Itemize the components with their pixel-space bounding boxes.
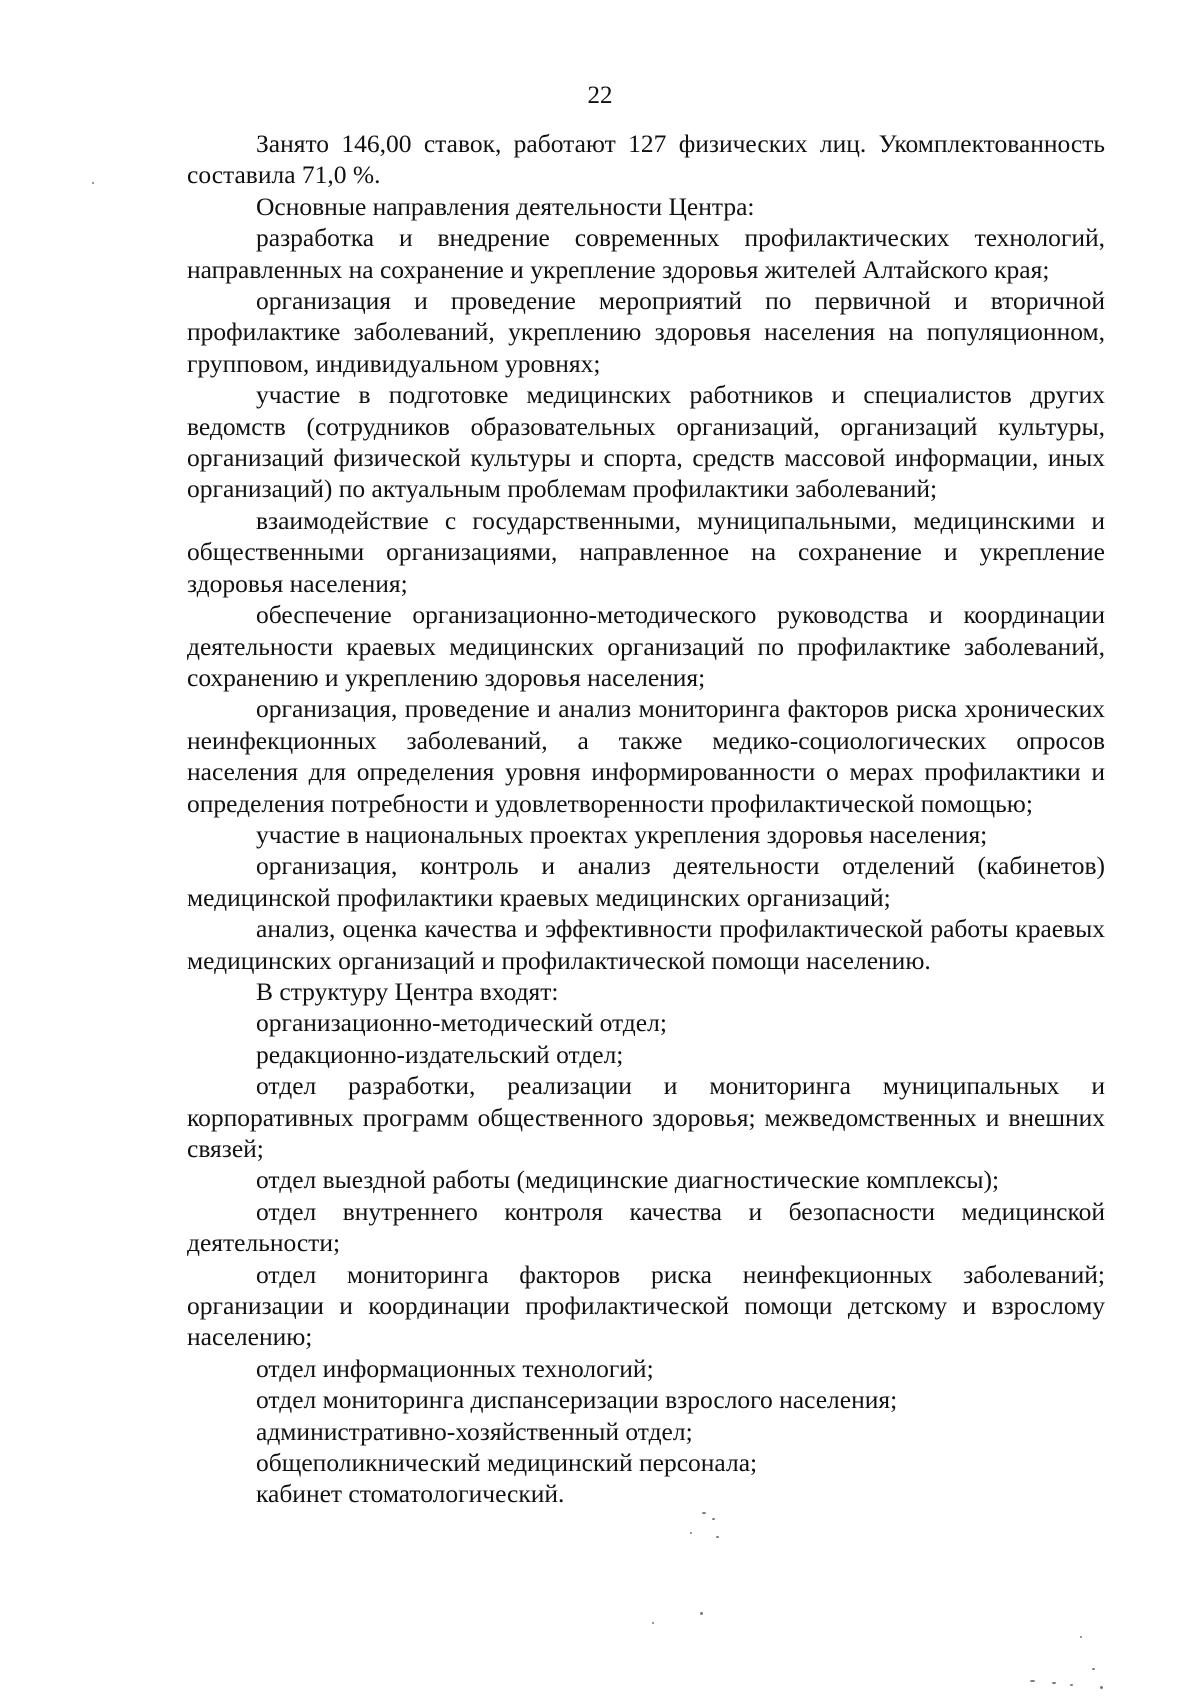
scan-speck bbox=[690, 1532, 692, 1534]
structure-unit: отдел информационных технологий; bbox=[256, 1353, 654, 1383]
scan-speck bbox=[1080, 1636, 1082, 1638]
scan-speck bbox=[702, 1512, 706, 1514]
structure-unit: отдел мониторинга диспансеризации взрослого населения; bbox=[256, 1385, 898, 1415]
scan-speck bbox=[1070, 1684, 1073, 1686]
staffing-paragraph: Занято 146,00 ставок, работают 127 физических лиц. Укомплектованность составила 71,0 %. bbox=[187, 129, 1105, 190]
directions-heading: Основные направления деятельности Центра: bbox=[256, 191, 755, 221]
direction-item: анализ, оценка качества и эффективности профилактической работы краевых медицинских организаций и профилактической помощи населению. bbox=[187, 914, 1105, 975]
structure-unit: отдел выездной работы (медицинские диагностические комплексы); bbox=[256, 1165, 1000, 1195]
scan-speck bbox=[92, 182, 94, 184]
scan-speck bbox=[1092, 1668, 1095, 1670]
page-number: 22 bbox=[587, 82, 613, 109]
scan-speck bbox=[652, 1622, 654, 1624]
structure-unit: кабинет стоматологический. bbox=[256, 1479, 565, 1509]
direction-item: разработка и внедрение современных профилактических технологий, направленных на сохранение и укрепление здоровья жителей Алтайского края; bbox=[187, 223, 1105, 284]
structure-unit: отдел мониторинга факторов риска неинфекционных заболеваний; организации и координации профилактической помощи детскому и взрослому населению; bbox=[187, 1259, 1105, 1352]
direction-item: организация, проведение и анализ мониторинга факторов риска хронических неинфекционных заболеваний, а также медико-социологических опросов населения для определения уровня информированности о мерах профилактики и определения потребности и удовлетворенности профилактической помощью; bbox=[187, 694, 1105, 818]
structure-unit: отдел внутреннего контроля качества и безопасности медицинской деятельности; bbox=[187, 1196, 1105, 1258]
direction-item: организация, контроль и анализ деятельности отделений (кабинетов) медицинской профилактики краевых медицинских организаций; bbox=[187, 851, 1105, 912]
structure-unit: отдел разработки, реализации и мониторинга муниципальных и корпоративных программ общественного здоровья; межведомственных и внешних связей; bbox=[187, 1071, 1105, 1163]
structure-unit: общеполикнический медицинский персонала; bbox=[256, 1448, 758, 1478]
scan-speck bbox=[1030, 1680, 1035, 1682]
scan-speck bbox=[1100, 1686, 1103, 1689]
direction-item: участие в подготовке медицинских работников и специалистов других ведомств (сотрудников образовательных организаций, организаций культуры, организаций физической культуры и спорта, средств массовой информации, иных организаций) по актуальным проблемам профилактики заболеваний; bbox=[187, 380, 1105, 504]
structure-heading: В структуру Центра входят: bbox=[256, 976, 559, 1006]
document-body bbox=[187, 128, 1105, 1510]
direction-item: участие в национальных проектах укрепления здоровья населения; bbox=[256, 819, 988, 849]
structure-unit: редакционно-издательский отдел; bbox=[256, 1039, 624, 1069]
scan-speck bbox=[1052, 1682, 1056, 1684]
structure-unit: административно-хозяйственный отдел; bbox=[256, 1416, 693, 1446]
scan-speck bbox=[716, 1536, 719, 1538]
direction-item: организация и проведение мероприятий по первичной и вторичной профилактике заболеваний, укреплению здоровья населения на популяционном, групповом, индивидуальном уровнях; bbox=[187, 286, 1105, 378]
scan-speck bbox=[712, 1518, 715, 1520]
structure-unit: организационно-методический отдел; bbox=[256, 1008, 667, 1038]
direction-item: взаимодействие с государственными, муниципальными, медицинскими и общественными организациями, направленное на сохранение и укрепление здоровья населения; bbox=[187, 505, 1105, 598]
scan-speck bbox=[700, 1612, 703, 1615]
direction-item: обеспечение организационно-методического руководства и координации деятельности краевых медицинских организаций по профилактике заболеваний, сохранению и укреплению здоровья населения; bbox=[187, 600, 1105, 692]
